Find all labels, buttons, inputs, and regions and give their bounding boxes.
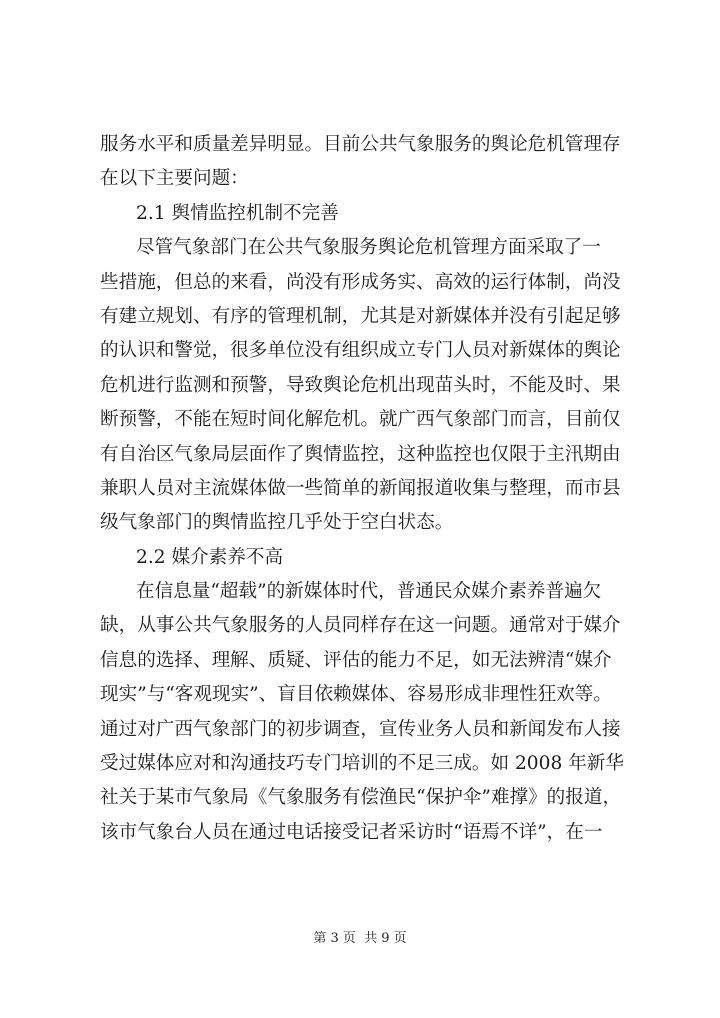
text-line: 受过媒体应对和沟通技巧专门培训的不足三成。如 2008 年新华 bbox=[100, 753, 624, 775]
page-footer bbox=[0, 930, 720, 948]
text-line: 级气象部门的舆情监控几乎处于空白状态。 bbox=[100, 512, 454, 534]
text-line: 在以下主要问题： bbox=[100, 168, 249, 190]
text-line: 信息的选择、理解、质疑、评估的能力不足，如无法辨清“媒介 bbox=[100, 649, 612, 671]
document-body bbox=[100, 128, 632, 850]
page-total: 共 9 页 bbox=[364, 931, 407, 946]
text-line: 2.2 媒介素养不高 bbox=[136, 546, 284, 568]
text-line: 社关于某市气象局《气象服务有偿渔民“保护伞”难撑》的报道， bbox=[100, 787, 622, 809]
text-line: 服务水平和质量差异明显。目前公共气象服务的舆论危机管理存 bbox=[100, 134, 621, 155]
text-line: 缺，从事公共气象服务的人员同样存在这一问题。通常对于媒介 bbox=[100, 615, 621, 637]
text-line: 的认识和警觉，很多单位没有组织成立专门人员对新媒体的舆论 bbox=[100, 340, 621, 362]
text-line: 些措施，但总的来看，尚没有形成务实、高效的运行体制，尚没 bbox=[100, 271, 621, 293]
text-line: 有建立规划、有序的管理机制，尤其是对新媒体并没有引起足够 bbox=[100, 305, 621, 327]
text-line: 现实”与“客观现实”、盲目依赖媒体、容易形成非理性狂欢等。 bbox=[100, 684, 612, 706]
text-line: 在信息量“超载”的新媒体时代，普通民众媒介素养普遍欠 bbox=[136, 581, 602, 603]
text-line: 通过对广西气象部门的初步调查，宣传业务人员和新闻发布人接 bbox=[100, 718, 621, 740]
text-line: 2.1 舆情监控机制不完善 bbox=[136, 202, 339, 224]
page-number: 第 3 页 bbox=[313, 931, 356, 946]
text-line: 危机进行监测和预警，导致舆论危机出现苗头时，不能及时、果 bbox=[100, 374, 621, 396]
text-line: 有自治区气象局层面作了舆情监控，这种监控也仅限于主汛期由 bbox=[100, 443, 621, 465]
text-line: 该市气象台人员在通过电话接受记者采访时“语焉不详”，在一 bbox=[100, 821, 603, 843]
text-line: 兼职人员对主流媒体做一些简单的新闻报道收集与整理，而市县 bbox=[100, 477, 621, 499]
text-line: 尽管气象部门在公共气象服务舆论危机管理方面采取了一 bbox=[136, 237, 601, 259]
text-line: 断预警，不能在短时间化解危机。就广西气象部门而言，目前仅 bbox=[100, 409, 621, 431]
